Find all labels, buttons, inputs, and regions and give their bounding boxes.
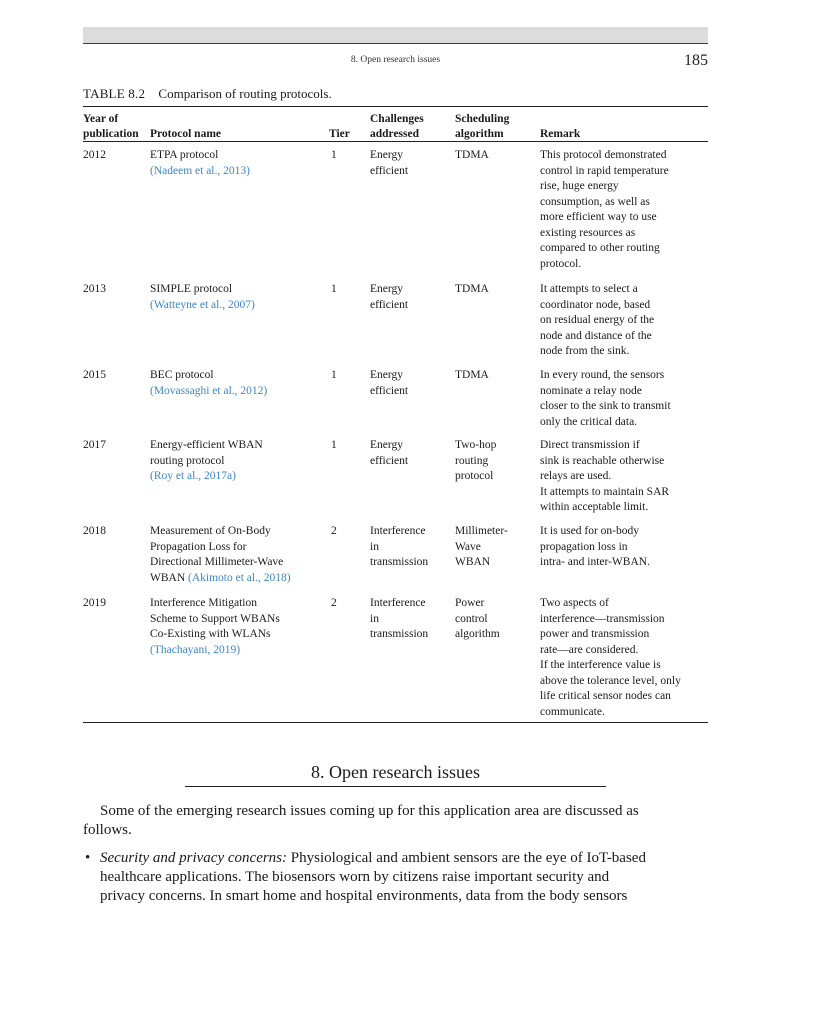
row-protocol: ETPA protocol (Nadeem et al., 2013) xyxy=(150,148,326,179)
table-row xyxy=(83,518,708,590)
table-row xyxy=(83,590,708,722)
citation-link[interactable]: (Watteyne et al., 2007) xyxy=(150,298,255,311)
section-title-rule xyxy=(185,786,606,787)
table-header xyxy=(83,107,708,141)
row-protocol: Measurement of On-Body Propagation Loss for Directional Millimeter-Wave WBAN (Akimoto et al., 2018) xyxy=(150,525,291,584)
section-title: 8. Open research issues xyxy=(311,762,480,782)
row-scheduling: TDMA xyxy=(455,283,489,295)
table-row xyxy=(83,432,708,518)
row-year: 2018 xyxy=(83,525,106,537)
citation-link[interactable]: (Movassaghi et al., 2012) xyxy=(150,384,268,397)
table-label: TABLE 8.2 xyxy=(83,86,146,101)
row-year: 2015 xyxy=(83,369,106,381)
row-scheduling: Power control algorithm xyxy=(455,597,500,640)
header-tier: Tier xyxy=(329,128,350,140)
row-remark: Direct transmission if sink is reachable otherwise relays are used. It attempts to maintain SAR within acceptable limit. xyxy=(540,439,670,513)
row-remark: Two aspects of interference—transmission power and transmission rate—are considered. If the interference value is above the tolerance level, only life critical sensor nodes can communicate. xyxy=(540,597,681,718)
table-row xyxy=(83,142,708,276)
header-rule xyxy=(83,43,708,44)
header-year: Year of publication xyxy=(83,113,139,140)
row-scheduling: Millimeter- Wave WBAN xyxy=(455,525,508,568)
running-title: 8. Open research issues xyxy=(350,55,441,65)
running-head xyxy=(83,52,708,72)
intro-paragraph: Some of the emerging research issues coming up for this application area are discussed as follows. xyxy=(83,803,639,838)
row-remark: This protocol demonstrated control in rapid temperature rise, huge energy consumption, as well as more efficient way to use existing resources as compared to other routing protocol. xyxy=(540,149,669,270)
row-challenges: Interference in transmission xyxy=(370,525,429,568)
citation-link[interactable]: (Thachayani, 2019) xyxy=(150,643,241,656)
row-protocol: BEC protocol (Movassaghi et al., 2012) xyxy=(150,368,326,399)
row-tier: 1 xyxy=(331,149,337,161)
row-protocol: SIMPLE protocol (Watteyne et al., 2007) xyxy=(150,282,326,313)
row-tier: 2 xyxy=(331,597,337,609)
header-protocol: Protocol name xyxy=(150,128,222,140)
row-tier: 1 xyxy=(331,369,337,381)
row-challenges: Energy efficient xyxy=(370,283,409,311)
routing-protocols-table xyxy=(83,106,708,723)
header-challenges: Challenges addressed xyxy=(370,113,424,140)
header-remark: Remark xyxy=(540,128,581,140)
citation-link[interactable]: (Akimoto et al., 2018) xyxy=(188,571,291,584)
row-year: 2019 xyxy=(83,597,106,609)
row-protocol: Energy-efficient WBAN routing protocol (Roy et al., 2017a) xyxy=(150,438,326,485)
top-gray-band xyxy=(83,27,708,43)
citation-link[interactable]: (Roy et al., 2017a) xyxy=(150,470,236,482)
row-year: 2017 xyxy=(83,439,106,451)
row-scheduling: Two-hop routing protocol xyxy=(455,439,497,482)
table-row xyxy=(83,362,708,432)
table-caption xyxy=(83,86,332,102)
row-year: 2012 xyxy=(83,149,106,161)
row-scheduling: TDMA xyxy=(455,369,489,381)
row-tier: 2 xyxy=(331,525,337,537)
row-challenges: Energy efficient xyxy=(370,439,409,467)
table-bottom-rule xyxy=(83,722,708,723)
row-scheduling: TDMA xyxy=(455,149,489,161)
row-year: 2013 xyxy=(83,283,106,295)
bullet-body: Security and privacy concerns: Physiological and ambient sensors are the eye of IoT-based healthcare applications. The biosensors worn by citizens raise important security and privacy concerns. In smart home and hospital environments, data from the body sensors xyxy=(100,850,646,904)
citation-link[interactable]: (Nadeem et al., 2013) xyxy=(150,164,250,177)
row-challenges: Energy efficient xyxy=(370,149,409,177)
row-tier: 1 xyxy=(331,283,337,295)
bullet-label: Security and privacy concerns: xyxy=(100,850,288,866)
bullet-marker: • xyxy=(85,850,91,866)
row-protocol: Interference Mitigation Scheme to Support WBANs Co-Existing with WLANs (Thachayani, 2019) xyxy=(150,596,326,658)
header-scheduling: Scheduling algorithm xyxy=(455,113,510,140)
row-challenges: Energy efficient xyxy=(370,369,409,397)
row-challenges: Interference in transmission xyxy=(370,597,429,640)
row-remark: It is used for on-body propagation loss in intra- and inter-WBAN. xyxy=(540,525,650,568)
row-tier: 1 xyxy=(331,439,337,451)
row-remark: It attempts to select a coordinator node, based on residual energy of the node and distance of the node from the sink. xyxy=(540,283,655,357)
row-remark: In every round, the sensors nominate a relay node closer to the sink to transmit only the critical data. xyxy=(540,369,671,428)
table-row xyxy=(83,276,708,362)
page-number: 185 xyxy=(684,52,708,69)
table-caption-text: Comparison of routing protocols. xyxy=(158,86,332,101)
